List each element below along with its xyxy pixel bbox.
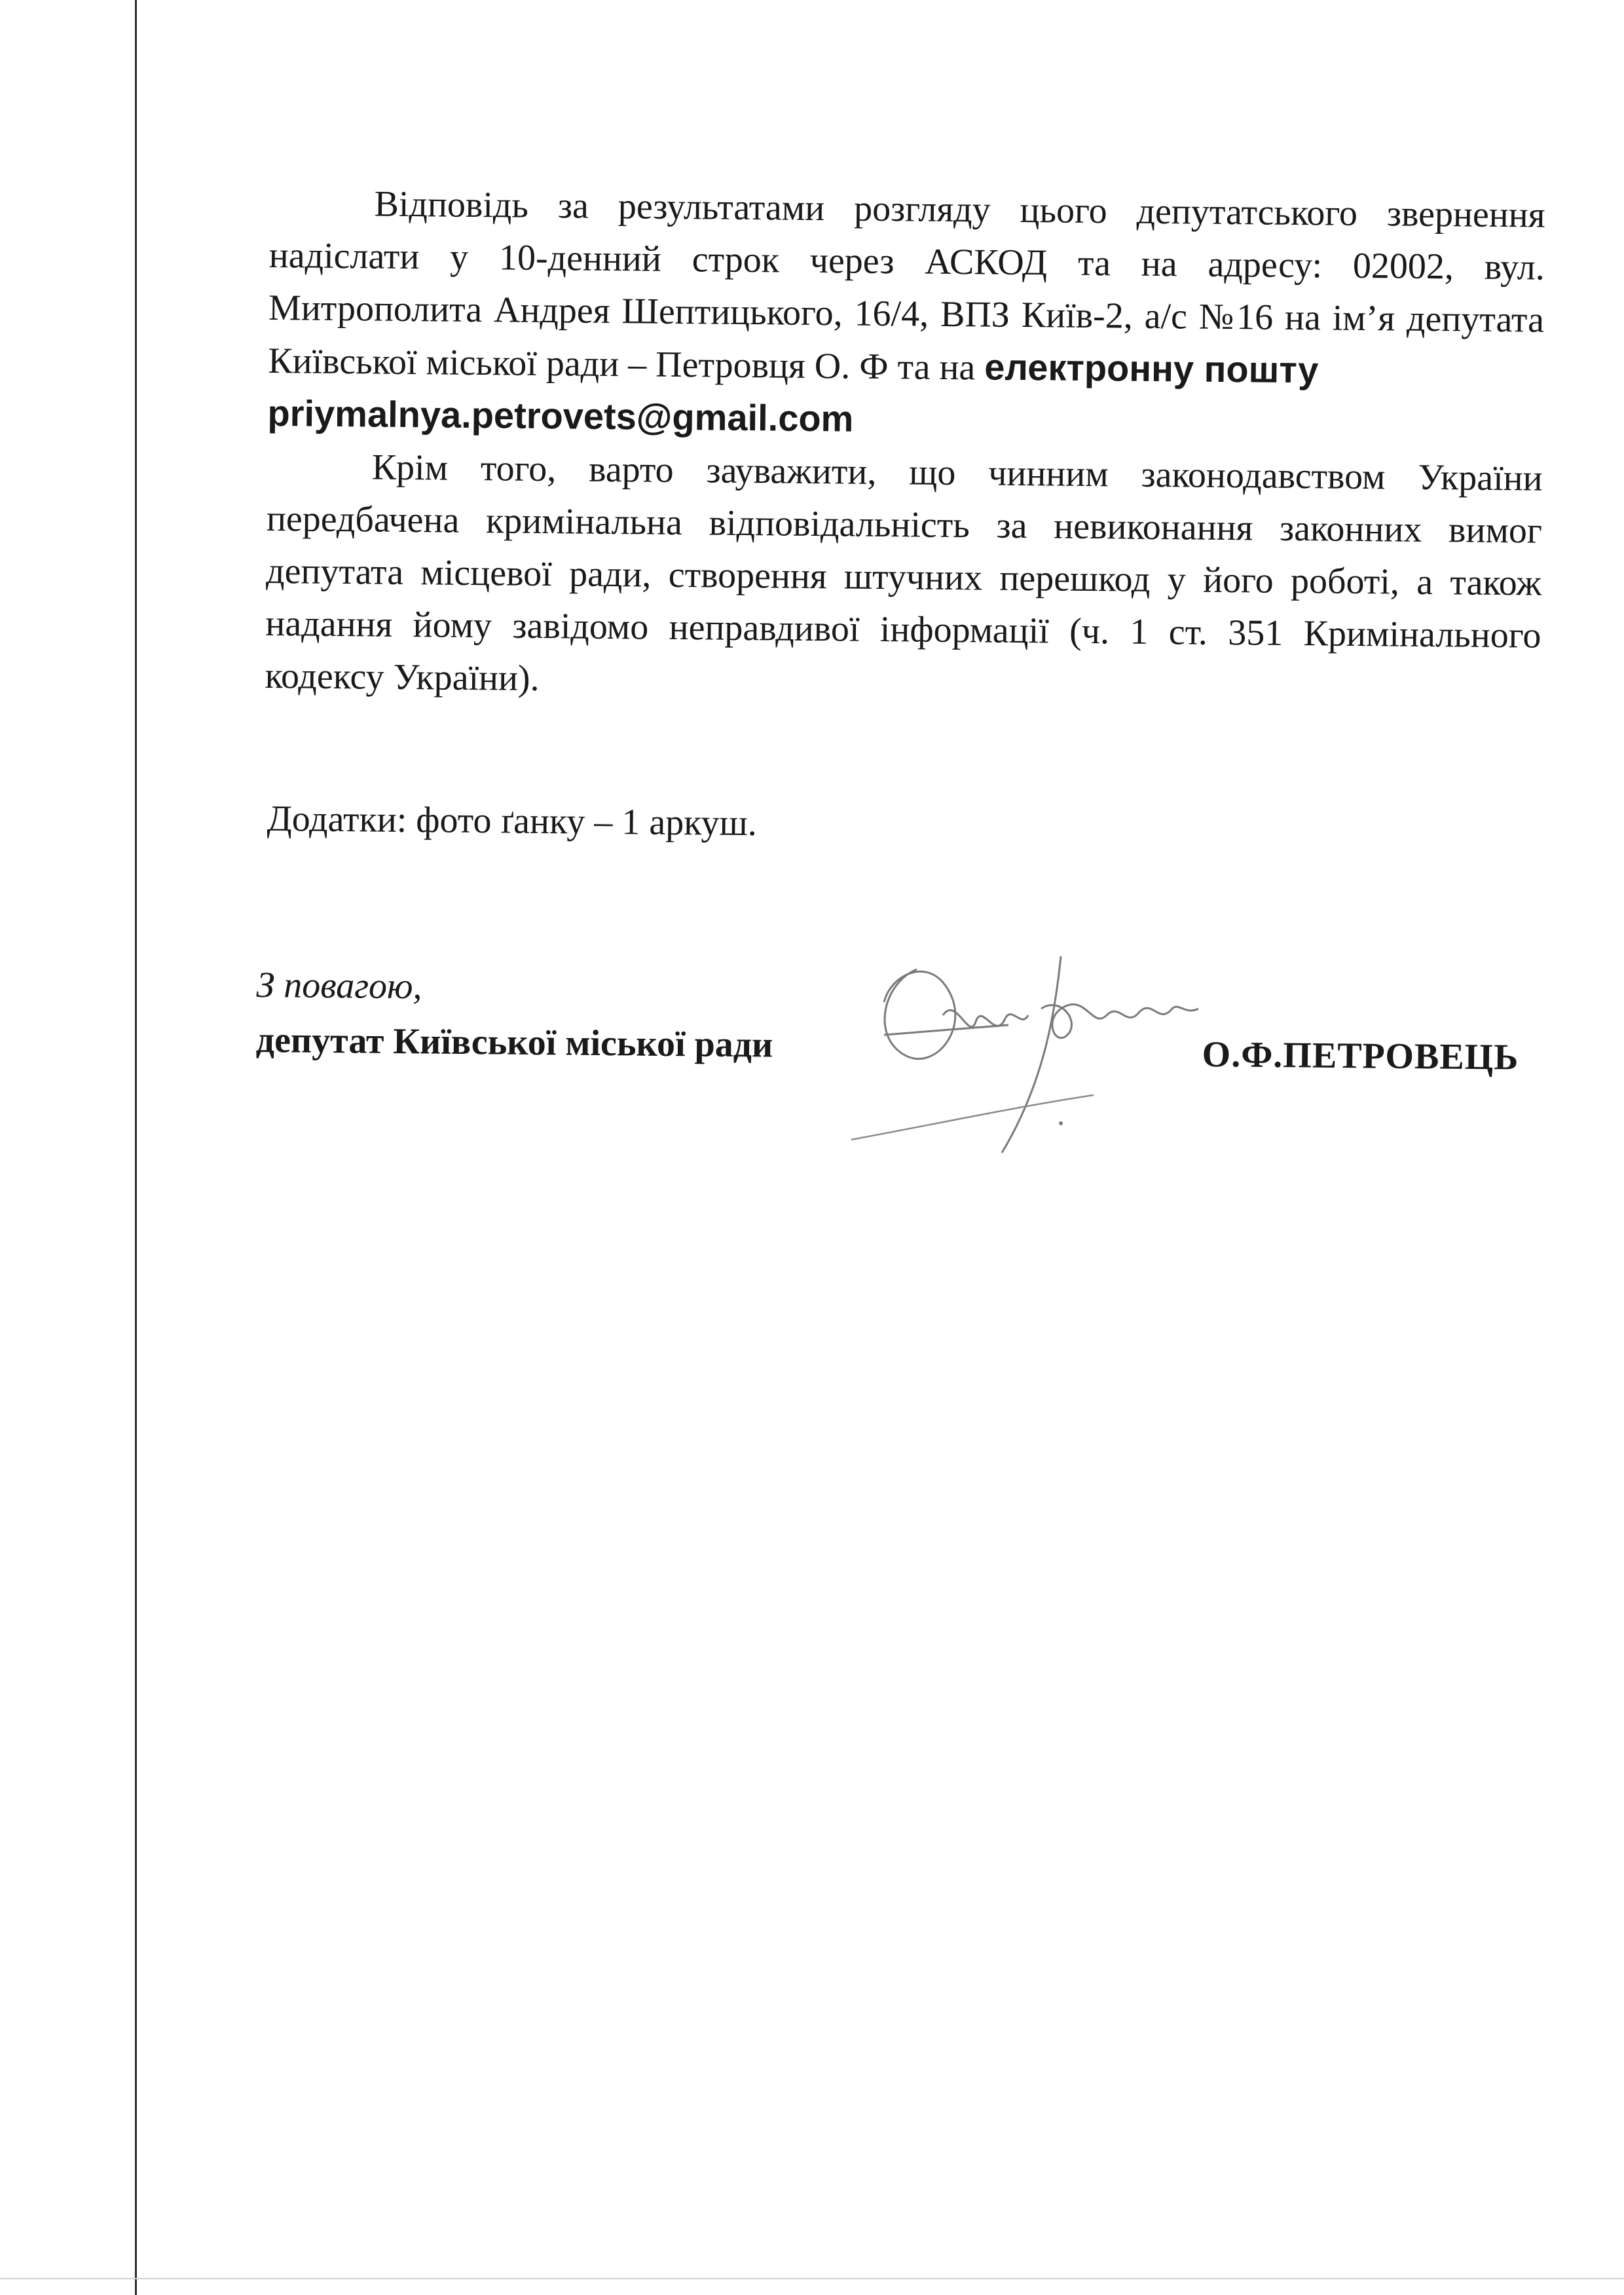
scan-edge-line [0,2278,1624,2279]
closing-block [255,958,773,1073]
signer-position: депутат Київської міської ради [255,1019,773,1066]
closing-salutation: З повагою, [256,964,422,1007]
paragraph-response-text: Відповідь за результатами розгляду цього депутатського звернення надіслати у 10-денний строк через АСКОД та на адресу: 02002, вул. Митрополита Андрея Шептицького, 16/4, ВПЗ Київ-2, а/с №16 на ім’я депутата Київської міської ради – Петровця О. Ф та на [268,183,1545,388]
email-label: електронну пошту [984,346,1319,391]
handwritten-signature [845,943,1211,1179]
paragraph-criminal-liability: Крім того, варто зауважити, що чинним законодавством України передбачена кримінальна відповідальність за невиконання законних вимог депутата місцевої ради, створення штучних перешкод у його роботі, а також надання йому завідомо неправдивої інформації (ч. 1 ст. 351 Кримінального кодексу України). [265,447,1543,699]
signer-name: О.Ф.ПЕТРОВЕЦЬ [1202,1034,1519,1078]
binding-margin-line [135,0,137,2295]
paragraph-response-request [267,177,1545,453]
attachments-line: Додатки: фото ґанку – 1 аркуш. [267,798,758,844]
letter-body [265,177,1545,715]
email-address: priymalnya.petrovets@gmail.com [267,392,854,439]
